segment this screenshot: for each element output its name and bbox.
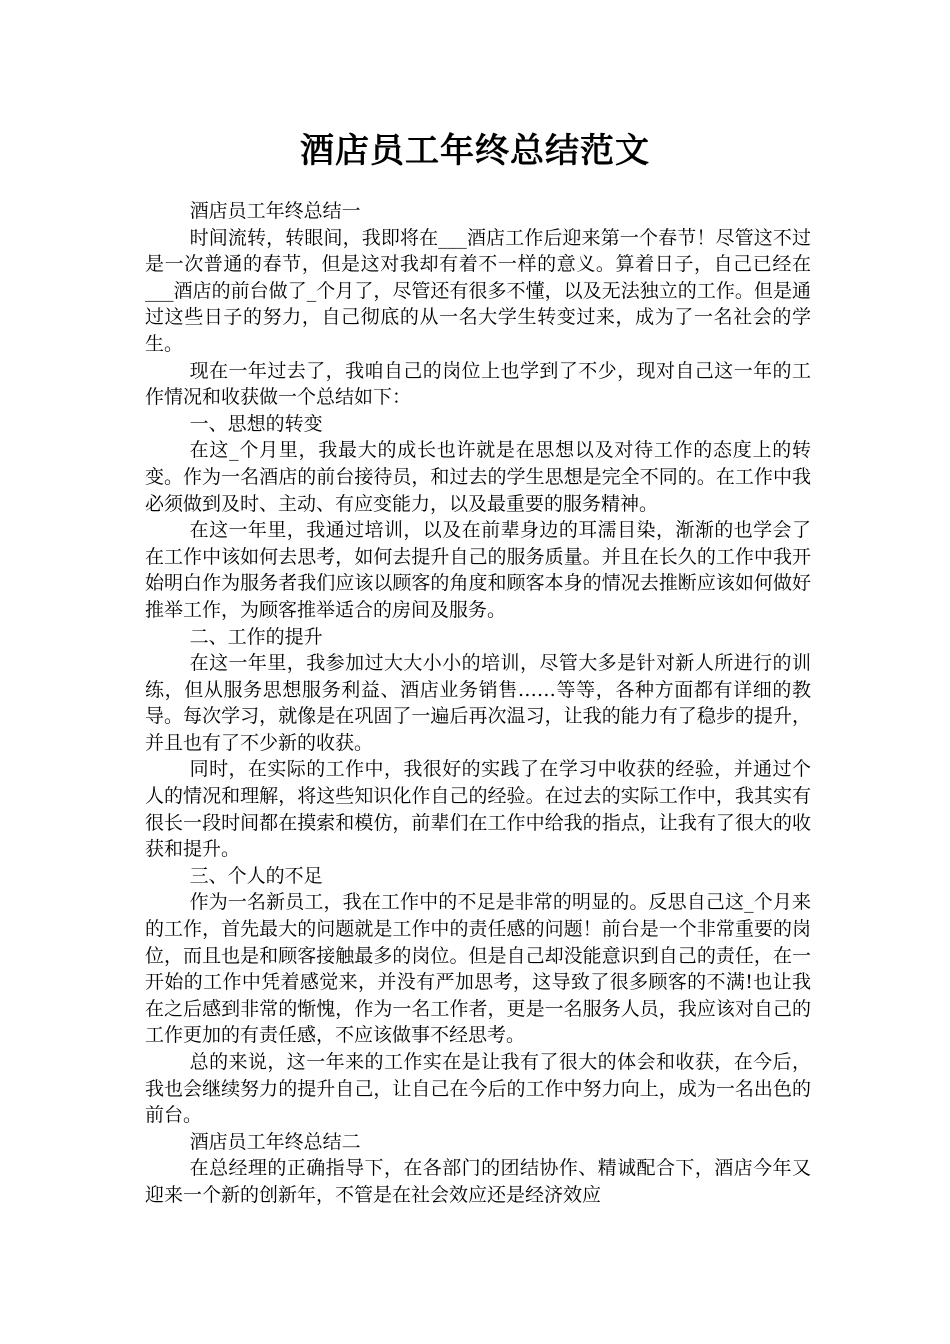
section-heading: 酒店员工年终总结一 bbox=[189, 200, 361, 222]
paragraph: 时间流转，转眼间，我即将在___酒店工作后迎来第一个春节！尽管这不过是一次普通的春节，但是这对我却有着不一样的意义。算着日子，自己已经在___酒店的前台做了_个月了，尽管还有很多不懂，以及无法独立的工作。但是通过这些日子的努力，自己彻底的从一名大学生转变过来，成为了一名社会的学生。 bbox=[145, 226, 811, 355]
paragraph: 现在一年过去了，我咱自己的岗位上也学到了不少，现对自己这一年的工作情况和收获做一个总结如下： bbox=[145, 359, 811, 409]
paragraph: 同时，在实际的工作中，我很好的实践了在学习中收获的经验，并通过个人的情况和理解，将这些知识化作自己的经验。在过去的实际工作中，我其实有很长一段时间都在摸索和模仿，前辈们在工作中给我的指点，让我有了很大的收获和提升。 bbox=[145, 758, 811, 861]
paragraph: 在这一年里，我参加过大大小小的培训，尽管大多是针对新人所进行的训练，但从服务思想服务利益、酒店业务销售……等等，各种方面都有详细的教导。每次学习，就像是在巩固了一遍后再次温习，让我的能力有了稳步的提升，并且也有了不少新的收获。 bbox=[145, 652, 811, 754]
document-body bbox=[145, 198, 811, 1209]
document-title: 酒店员工年终总结范文 bbox=[300, 131, 650, 171]
section-heading: 一、思想的转变 bbox=[189, 412, 323, 435]
paragraph: 在这一年里，我通过培训，以及在前辈身边的耳濡目染，渐渐的也学会了在工作中该如何去思考，如何去提升自己的服务质量。并且在长久的工作中我开始明白作为服务者我们应该以顾客的角度和顾客本身的情况去推断应该如何做好推举工作，为顾客推举适合的房间及服务。 bbox=[145, 519, 811, 621]
paragraph: 在总经理的正确指导下，在各部门的团结协作、精诚配合下，酒店今年又迎来一个新的创新年，不管是在社会效应还是经济效应 bbox=[145, 1157, 811, 1206]
paragraph: 总的来说，这一年来的工作实在是让我有了很大的体会和收获，在今后，我也会继续努力的提升自己，让自己在今后的工作中努力向上，成为一名出色的前台。 bbox=[145, 1051, 811, 1127]
paragraph: 在这_个月里，我最大的成长也许就是在思想以及对待工作的态度上的转变。作为一名酒店的前台接待员，和过去的学生思想是完全不同的。在工作中我必须做到及时、主动、有应变能力，以及最重要的服务精神。 bbox=[145, 439, 811, 515]
paragraph: 作为一名新员工，我在工作中的不足是非常的明显的。反思自己这_个月来的工作，首先最大的问题就是工作中的责任感的问题！前台是一个非常重要的岗位，而且也是和顾客接触最多的岗位。但是自己却没能意识到自己的责任，在一开始的工作中凭着感觉来，并没有严加思考，这导致了很多顾客的不满!也让我在之后感到非常的惭愧，作为一名工作者，更是一名服务人员，我应该对自己的工作更加的有责任感，不应该做事不经思考。 bbox=[145, 891, 811, 1047]
section-heading: 二、工作的提升 bbox=[189, 625, 323, 648]
section-heading: 三、个人的不足 bbox=[189, 864, 323, 887]
section-heading: 酒店员工年终总结二 bbox=[189, 1130, 361, 1153]
